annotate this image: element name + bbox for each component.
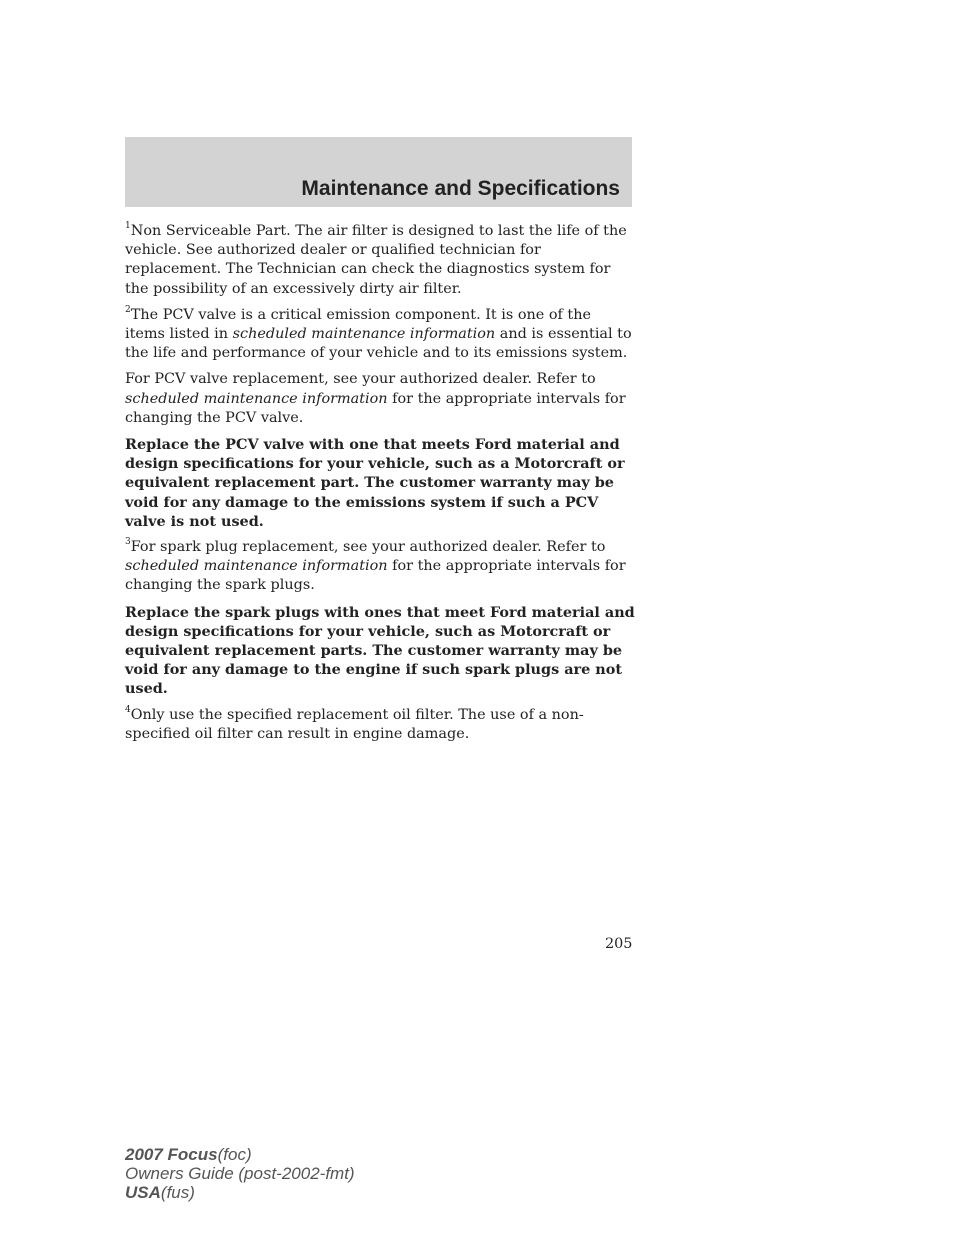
footnote-2 bbox=[125, 306, 635, 364]
footnote-text: For spark plug replacement, see your authorized dealer. Refer to bbox=[130, 539, 606, 556]
footer-line-model bbox=[125, 1145, 355, 1164]
footer-market-code: (fus) bbox=[160, 1183, 195, 1202]
footer-model: 2007 Focus bbox=[125, 1145, 218, 1164]
footnote-4 bbox=[125, 706, 635, 744]
footnote-3 bbox=[125, 538, 635, 596]
footer-line-market bbox=[125, 1183, 355, 1202]
paragraph-text: for the appropriate intervals for changing the PCV valve. bbox=[125, 390, 626, 426]
spark-plug-warning-paragraph: Replace the spark plugs with ones that meet Ford material and design specifications for your vehicle, such as Motorcraft or equivalent replacement parts. The customer warranty may be void for any damage to the engine if such spark plugs are not used. bbox=[125, 603, 635, 698]
paragraph-text: For PCV valve replacement, see your authorized dealer. Refer to bbox=[125, 371, 596, 388]
footnote-marker: 1 bbox=[125, 221, 131, 232]
maintenance-reference: scheduled maintenance information bbox=[232, 326, 496, 343]
page-number: 205 bbox=[605, 936, 633, 952]
footer-market: USA bbox=[125, 1183, 161, 1202]
section-header-band bbox=[125, 137, 632, 207]
footnote-text: and is essential to the life and performance of your vehicle and to its emissions system. bbox=[125, 326, 632, 362]
page-content bbox=[125, 222, 635, 751]
maintenance-reference: scheduled maintenance information bbox=[125, 390, 388, 407]
footnote-text: Non Serviceable Part. The air filter is designed to last the life of the vehicle. See authorized dealer or qualified technician for replacement. The Technician can check the diagnostics system for the possibility of an excessively dirty air filter. bbox=[125, 223, 627, 297]
section-title: Maintenance and Specifications bbox=[301, 177, 620, 200]
footnote-marker: 3 bbox=[125, 537, 131, 548]
footnote-text: Only use the specified replacement oil filter. The use of a non-specified oil filter can result in engine damage. bbox=[125, 706, 584, 742]
pcv-replacement-paragraph bbox=[125, 370, 635, 428]
footnote-text: for the appropriate intervals for changing the spark plugs. bbox=[125, 558, 626, 594]
pcv-warning-paragraph: Replace the PCV valve with one that meets Ford material and design specifications for your vehicle, such as a Motorcraft or equivalent replacement part. The customer warranty may be void for any damage to the emissions system if such a PCV valve is not used. bbox=[125, 436, 625, 530]
footnote-1 bbox=[125, 222, 635, 299]
footnote-marker: 4 bbox=[125, 704, 131, 715]
footnote-marker: 2 bbox=[125, 305, 131, 316]
maintenance-reference: scheduled maintenance information bbox=[125, 558, 388, 575]
footnote-text: The PCV valve is a critical emission component. It is one of the items listed in bbox=[125, 306, 591, 343]
document-footer bbox=[125, 1145, 355, 1202]
footer-line-guide: Owners Guide (post-2002-fmt) bbox=[125, 1164, 355, 1183]
footer-model-code: (foc) bbox=[217, 1145, 252, 1164]
